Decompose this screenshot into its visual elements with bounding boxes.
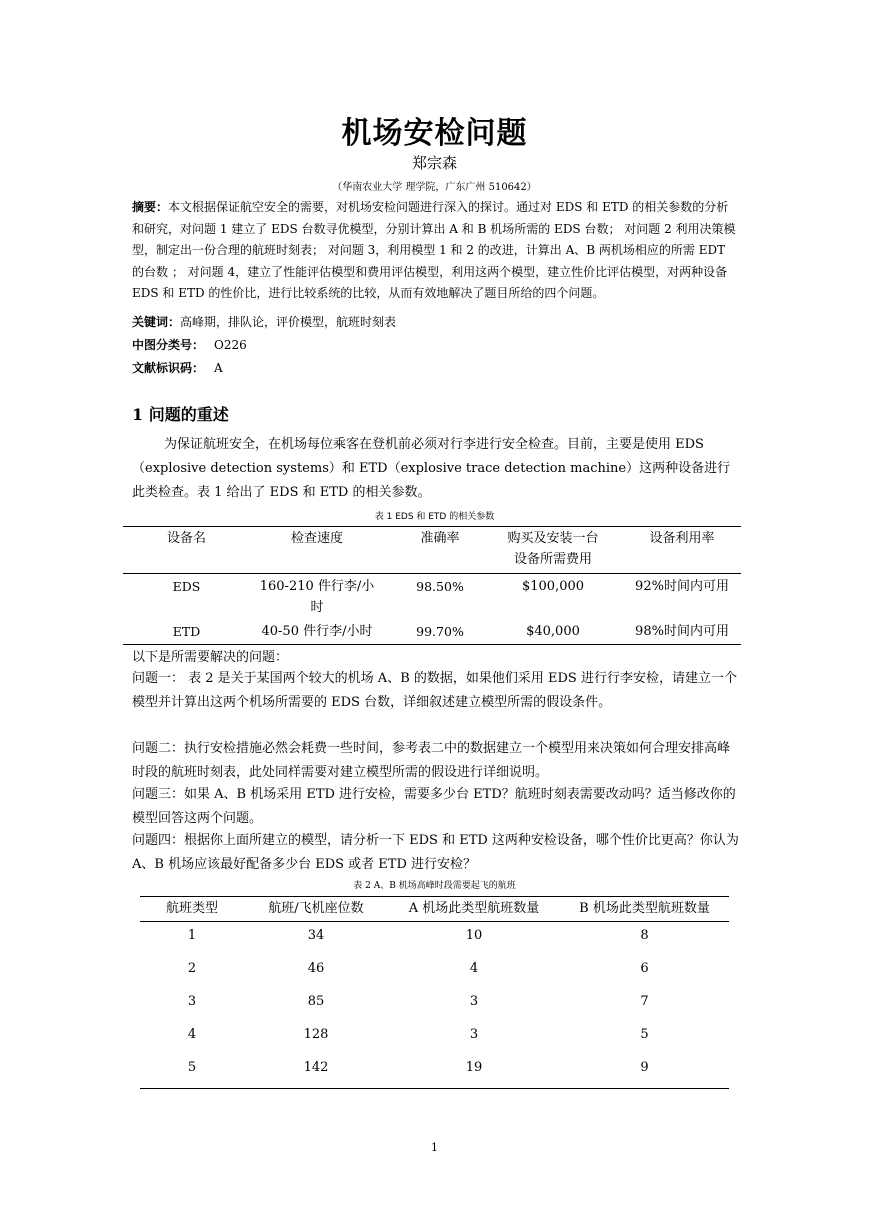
table2-top-rule (140, 896, 729, 897)
table2-cell: 3 (187, 994, 197, 1009)
clc-number (132, 336, 247, 353)
table1-cell: 92%时间内可用 (635, 579, 729, 594)
table1-speed-line2: 时 (310, 600, 324, 615)
table2-cell: 6 (640, 961, 649, 976)
table2-header-cell: 航班/飞机座位数 (268, 901, 364, 916)
abstract-label: 摘要： (132, 200, 169, 214)
table2-cell: 1 (187, 928, 197, 943)
intro-paragraph: 为保证航班安全，在机场每位乘客在登机前必须对行李进行安全检查。目前，主要是使用 EDS（explosive detection systems）和 ETD（explosive trace detection machine）这两种设备进行此类检查。表 1 给出了 EDS 和 ETD 的相关参数。 (132, 437, 731, 500)
table1-cell: 98.50% (416, 579, 464, 594)
table1-bottom-rule (123, 644, 741, 645)
table2-header-cell: A 机场此类型航班数量 (408, 901, 540, 916)
table2-cell: 46 (307, 961, 325, 976)
table1-cell: 40-50 件行李/小时 (261, 624, 373, 639)
problem-2: 问题二：执行安检措施必然会耗费一些时间，参考表二中的数据建立一个模型用来决策如何合理安排高峰时段的航班时刻表，此处同样需要对建立模型所需的假设进行详细说明。 (132, 741, 731, 780)
table1-top-rule (123, 526, 741, 527)
abstract (132, 197, 740, 305)
table1-cell (250, 576, 384, 618)
table1-header-cost-line2: 设备所需费用 (513, 552, 592, 567)
table1-cell: $100,000 (521, 579, 585, 594)
table1-cell: 99.70% (416, 624, 464, 639)
table2-cell: 8 (640, 928, 649, 943)
table2-cell: 85 (307, 994, 325, 1009)
table2-cell: 10 (465, 928, 483, 943)
keywords-label: 关键词： (132, 315, 181, 329)
keywords (132, 313, 396, 330)
table1-cell: 98%时间内可用 (635, 624, 729, 639)
table1-speed-line1: 160-210 件行李/小 (259, 579, 375, 594)
table2-cell: 5 (640, 1027, 649, 1042)
table1-cell: $40,000 (526, 624, 580, 639)
table1-header-cell: 检查速度 (290, 531, 343, 546)
doc-label: 文献标识码： (132, 361, 205, 375)
table2-cell: 4 (187, 1027, 197, 1042)
table1-header-cell: 设备利用率 (649, 531, 715, 546)
affiliation: （华南农业大学 理学院，广东广州 510642） (332, 182, 537, 193)
author-name: 郑宗森 (411, 154, 457, 172)
table1-caption: 表 1 EDS 和 ETD 的相关参数 (374, 512, 495, 522)
document-code (132, 359, 223, 376)
table2-cell: 19 (465, 1060, 483, 1075)
clc-value: O226 (214, 338, 247, 352)
problem-4: 问题四：根据你上面所建立的模型，请分析一下 EDS 和 ETD 这两种安检设备，哪个性价比更高？你认为 A、B 机场应该最好配备多少台 EDS 或者 ETD 进行安检？ (132, 833, 739, 872)
table2-cell: 3 (469, 1027, 479, 1042)
clc-label: 中图分类号： (132, 338, 205, 352)
table2-cell: 128 (303, 1027, 329, 1042)
table1-cell: ETD (172, 624, 201, 639)
abstract-text: 本文根据保证航空安全的需要，对机场安检问题进行深入的探讨。通过对 EDS 和 ETD 的相关参数的分析和研究，对问题 1 建立了 EDS 台数寻优模型，分别计算出 A 和 B 机场所需的 EDS 台数； 对问题 2 利用决策模型，制定出一份合理的航班时刻表； 对问题 3，利用模型 1 和 2 的改进，计算出 A、B 两机场相应的所需 EDT 的台数 ； 对问题 4，建立了性能评估模型和费用评估模型，利用这两个模型，建立性价比评估模型，对两种设备 EDS 和 ETD 的性价比，进行比较系统的比较，从而有效地解决了题目所给的四个问题。 (132, 200, 736, 300)
problems-intro: 以下是所需要解决的问题： (132, 650, 289, 665)
paper-title: 机场安检问题 (341, 116, 528, 151)
doc-value: A (214, 361, 223, 375)
page-number: 1 (431, 1141, 438, 1154)
table2-cell: 5 (187, 1060, 197, 1075)
table2-cell: 4 (469, 961, 479, 976)
table1-header-cell: 设备名 (166, 531, 206, 546)
table2-cell: 9 (640, 1060, 649, 1075)
table1-header-cost-line1: 购买及安装一台 (507, 531, 599, 546)
table2-bottom-rule (140, 1088, 729, 1089)
table2-mid-rule (140, 921, 729, 922)
table2-cell: 142 (303, 1060, 329, 1075)
section-heading: 1 问题的重述 (132, 405, 229, 424)
table2-cell: 2 (187, 961, 197, 976)
table2-caption: 表 2 A、B 机场高峰时段需要起飞的航班 (353, 881, 516, 891)
keywords-text: 高峰期，排队论，评价模型，航班时刻表 (180, 315, 397, 329)
problem-1: 问题一： 表 2 是关于某国两个较大的机场 A、B 的数据，如果他们采用 EDS 进行行李安检，请建立一个模型并计算出这两个机场所需要的 EDS 台数，详细叙述建立模型所需的假设条件。 (132, 671, 737, 710)
table2-header-cell: B 机场此类型航班数量 (579, 901, 710, 916)
table2-header-cell: 航班类型 (165, 901, 218, 916)
table1-cell: EDS (172, 579, 201, 594)
table1-mid-rule (123, 573, 741, 574)
table2-cell: 34 (307, 928, 325, 943)
table2-cell: 3 (469, 994, 479, 1009)
table1-header-cell: 准确率 (420, 531, 460, 546)
table1-header-cell (488, 528, 618, 570)
table2-cell: 7 (640, 994, 649, 1009)
problem-3: 问题三：如果 A、B 机场采用 ETD 进行安检，需要多少台 ETD？航班时刻表需要改动吗？适当修改你的模型回答这两个问题。 (132, 787, 736, 826)
